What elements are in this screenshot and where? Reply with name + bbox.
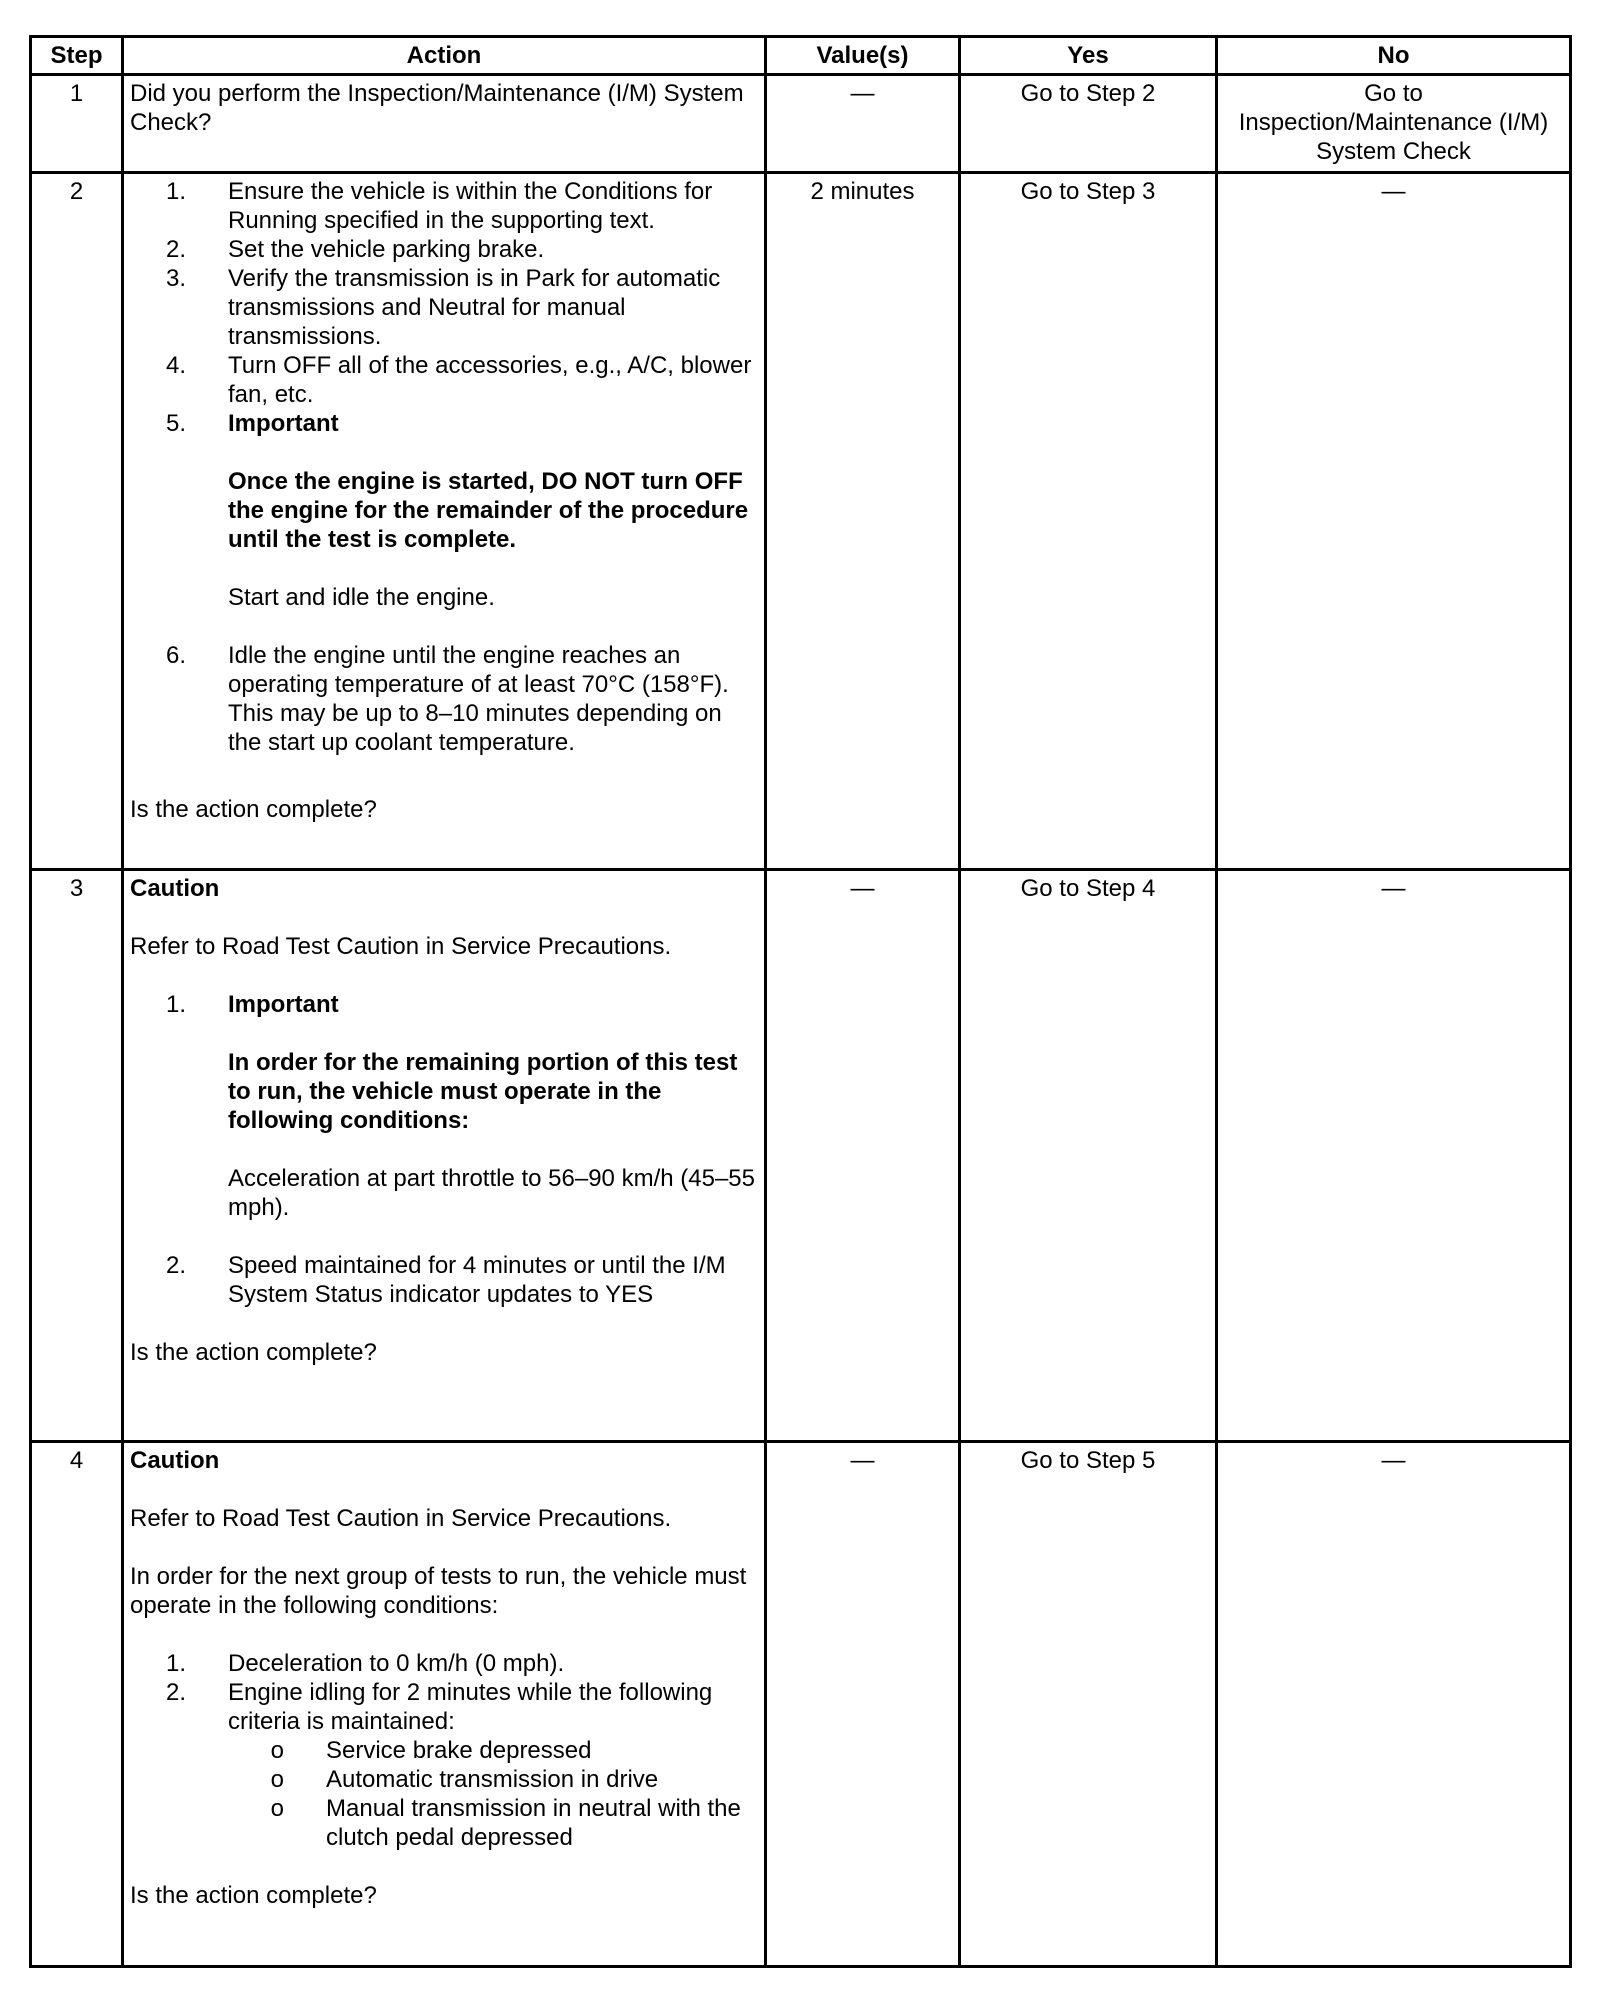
action-question: Is the action complete?	[130, 1882, 377, 1909]
list-item-text: Acceleration at part throttle to 56–90 km/h (45–55 mph).	[228, 1165, 755, 1221]
list-item: 1. Deceleration to 0 km/h (0 mph).	[165, 1650, 565, 1677]
yes-link[interactable]: Go to Step 2	[1020, 80, 1156, 107]
header-values: Value(s)	[766, 37, 960, 75]
no-line[interactable]: System Check	[1316, 138, 1471, 165]
caution-heading: Caution	[130, 875, 220, 902]
action-question: Is the action complete?	[130, 1339, 377, 1366]
list-item: 4. Turn OFF all of the accessories, e.g., A/C, blower fan, etc.	[165, 352, 752, 408]
step-number: 1	[31, 75, 123, 173]
table-row	[31, 870, 1571, 1442]
value-cell: —	[766, 1442, 960, 1967]
action-cell	[123, 870, 766, 1442]
list-item: 5. Important	[130, 409, 758, 438]
important-note: In order for the remaining portion of this test to run, the vehicle must operate in the following conditions:	[228, 1049, 738, 1134]
no-cell: —	[1217, 1442, 1571, 1967]
important-heading: Important	[228, 410, 339, 437]
procedure-table	[29, 35, 1572, 1968]
no-cell: —	[1217, 173, 1571, 870]
header-row	[31, 37, 1571, 75]
list-item: 2. Engine idling for 2 minutes while the following criteria is maintained:	[165, 1679, 713, 1735]
important-note: Once the engine is started, DO NOT turn OFF the engine for the remainder of the procedure until the test is complete.	[228, 468, 749, 553]
list-item: 2. Speed maintained for 4 minutes or until the I/M System Status indicator updates to YES	[165, 1252, 726, 1308]
table-row	[31, 75, 1571, 173]
step-number: 4	[31, 1442, 123, 1967]
yes-cell	[960, 870, 1217, 1442]
bullet-item: o Automatic transmission in drive	[270, 1766, 659, 1793]
header-step: Step	[31, 37, 123, 75]
list-item: 1. Ensure the vehicle is within the Conditions for Running specified in the supporting text.	[165, 178, 713, 234]
value-cell: —	[766, 75, 960, 173]
table-row	[31, 1442, 1571, 1967]
list-item-text: Start and idle the engine.	[228, 584, 495, 611]
no-line[interactable]: Inspection/Maintenance (I/M)	[1238, 109, 1549, 136]
value-cell: —	[766, 870, 960, 1442]
list-item: 1. Important	[130, 990, 758, 1019]
action-cell	[123, 1442, 766, 1967]
action-question: Did you perform the Inspection/Maintenance (I/M) System Check?	[130, 80, 744, 136]
caution-heading: Caution	[130, 1447, 220, 1474]
action-cell	[123, 75, 766, 173]
action-question: Is the action complete?	[130, 796, 377, 823]
step-number: 3	[31, 870, 123, 1442]
no-cell: —	[1217, 870, 1571, 1442]
intro-text: In order for the next group of tests to run, the vehicle must operate in the following conditions:	[130, 1563, 747, 1619]
list-item: 6. Idle the engine until the engine reaches an operating temperature of at least 70°C (158°F). This may be up to 8–10 minutes depending on the start up coolant temperature.	[165, 642, 729, 756]
step-number: 2	[31, 173, 123, 870]
caution-text: Refer to Road Test Caution in Service Precautions.	[130, 1505, 672, 1532]
value-cell: 2 minutes	[766, 173, 960, 870]
bullet-item: o Service brake depressed	[270, 1737, 592, 1764]
yes-cell	[960, 1442, 1217, 1967]
bullet-item: o Manual transmission in neutral with the clutch pedal depressed	[270, 1795, 741, 1851]
list-item: 2. Set the vehicle parking brake.	[165, 236, 545, 263]
table-row	[31, 173, 1571, 870]
no-line[interactable]: Go to	[1364, 80, 1423, 107]
header-action: Action	[123, 37, 766, 75]
header-no: No	[1217, 37, 1571, 75]
important-heading: Important	[228, 991, 339, 1018]
yes-cell	[960, 173, 1217, 870]
yes-link[interactable]: Go to Step 4	[1020, 875, 1156, 902]
yes-cell	[960, 75, 1217, 173]
caution-text: Refer to Road Test Caution in Service Precautions.	[130, 933, 672, 960]
yes-link[interactable]: Go to Step 3	[1020, 178, 1156, 205]
header-yes: Yes	[960, 37, 1217, 75]
action-cell	[123, 173, 766, 870]
yes-link[interactable]: Go to Step 5	[1020, 1447, 1156, 1474]
list-item: 3. Verify the transmission is in Park for automatic transmissions and Neutral for manual transmissions.	[165, 265, 721, 350]
no-cell	[1217, 75, 1571, 173]
